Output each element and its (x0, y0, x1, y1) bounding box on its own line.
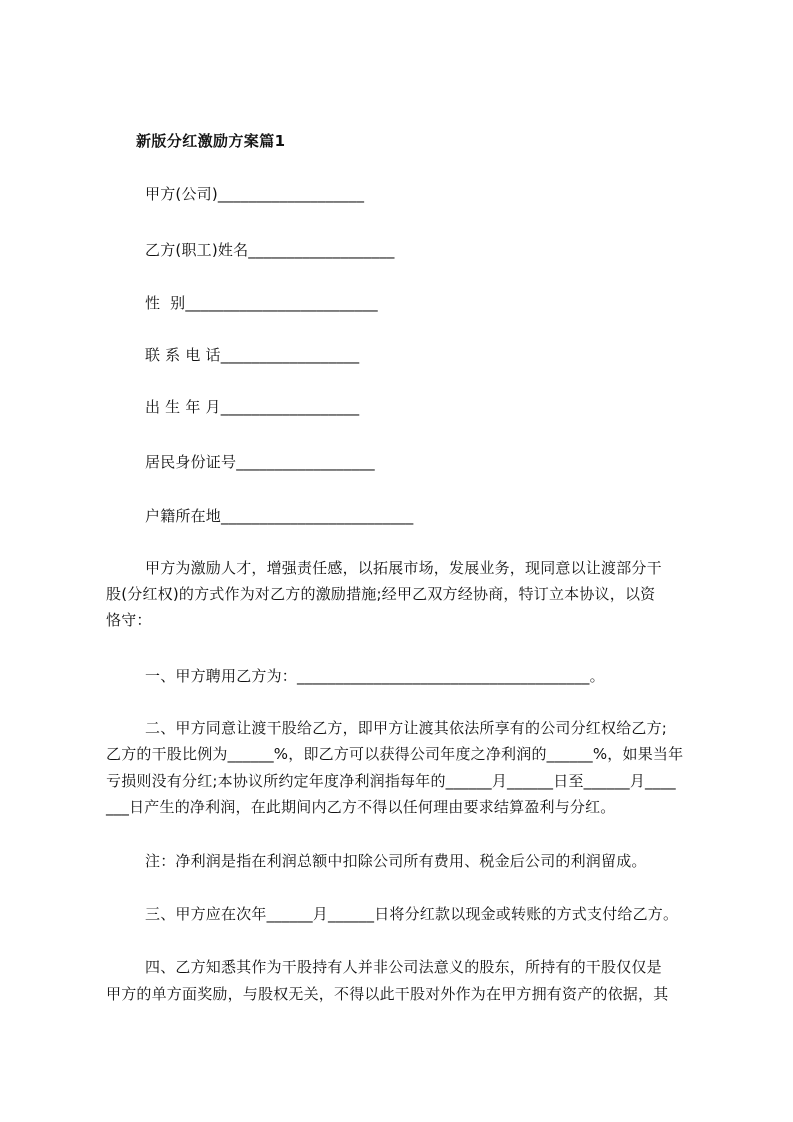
clause-2-line-2: 乙方的干股比例为______%，即乙方可以获得公司年度之净利润的______%，如果当年 (106, 745, 684, 763)
field-gender: 性 别_________________________ (145, 294, 378, 312)
clause-2-line-1: 二、甲方同意让渡干股给乙方，即甲方让渡其依法所享有的公司分红权给乙方; (145, 719, 668, 737)
intro-line-3: 恪守： (106, 611, 152, 629)
document-title: 新版分红激励方案篇1 (136, 132, 286, 150)
clause-2-line-3: 亏损则没有分红;本协议所约定年度净利润指每年的______月______日至______月____ (106, 772, 676, 790)
clause-3: 三、甲方应在次年______月______日将分红款以现金或转账的方式支付给乙方。 (145, 905, 679, 923)
intro-line-2: 股(分红权)的方式作为对乙方的激励措施;经甲乙双方经协商，特订立本协议，以资 (106, 585, 656, 603)
field-id-number: 居民身份证号__________________ (145, 453, 375, 471)
clause-2-line-4: ___日产生的净利润，在此期间内乙方不得以任何理由要求结算盈利与分红。 (106, 798, 616, 816)
field-party-b-name: 乙方(职工)姓名___________________ (145, 241, 395, 259)
clause-4-line-2: 甲方的单方面奖励，与股权无关，不得以此干股对外作为在甲方拥有资产的依据，其 (106, 985, 669, 1003)
clause-4-line-1: 四、乙方知悉其作为干股持有人并非公司法意义的股东，所持有的干股仅仅是 (145, 958, 662, 976)
field-phone: 联 系 电 话__________________ (145, 346, 360, 364)
field-household-registration: 户籍所在地_________________________ (145, 507, 414, 525)
field-birth-date: 出 生 年 月__________________ (145, 398, 360, 416)
note-net-profit: 注：净利润是指在利润总额中扣除公司所有费用、税金后公司的利润留成。 (145, 852, 647, 870)
intro-line-1: 甲方为激励人才，增强责任感，以拓展市场，发展业务，现同意以让渡部分干 (145, 559, 662, 577)
clause-1: 一、甲方聘用乙方为：______________________________________。 (145, 667, 605, 685)
field-party-a-company: 甲方(公司)___________________ (145, 185, 365, 203)
